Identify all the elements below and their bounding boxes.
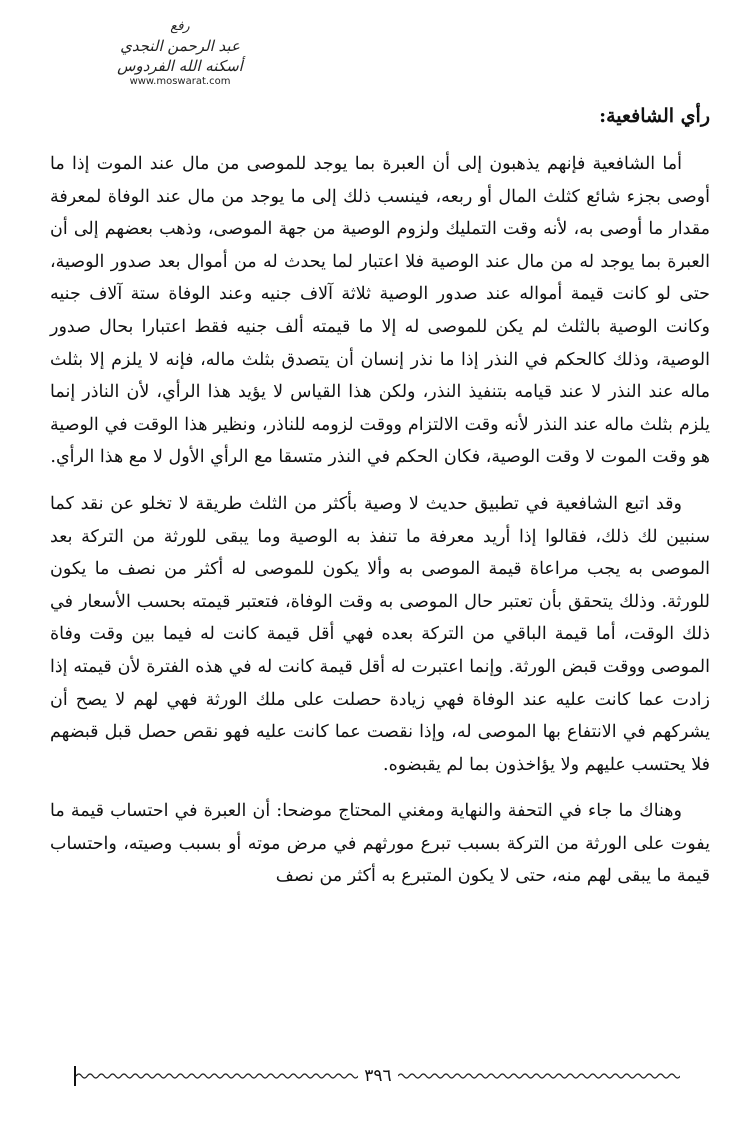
page-footer	[72, 1064, 680, 1088]
stamp-line-3: أسكنه الله الفردوس	[117, 57, 243, 75]
stamp-line-2: عبد الرحمن النجدي	[120, 37, 240, 55]
paragraph-1: أما الشافعية فإنهم يذهبون إلى أن العبرة بما يوجد للموصى من مال عند الموت إذا ما أوصى بجزء شائع كثلث المال أو ربعه، فينسب ذلك إلى ما يوجد من مال عند الوفاة لمعرفة مقدار ما أوصى به، لأنه وقت التمليك ولزوم الوصية من جهة الموصى، وذهب بعضهم إلى أن العبرة بما يوجد له من مال عند الوصية فلا اعتبار لما يحدث له من أموال بعد صدور الوصية، حتى لو كانت قيمة أمواله عند صدور الوصية ثلاثة آلاف جنيه وعند الوفاة ستة آلاف جنيه وكانت الوصية بالثلث لم يكن للموصى له إلا ما قيمته ألف جنيه فقط اعتبارا بحال صدور الوصية، وذلك كالحكم في النذر إذا ما نذر إنسان أن يتصدق بثلث ماله، فإنه لا يلزم إلا بثلث ماله عند النذر لا عند قيامه بتنفيذ النذر، ولكن هذا القياس لا يؤيد هذا الرأي، لأن الناذر إنما يلزم بثلث ماله عند النذر لأنه وقت الالتزام ووقت لزومه للناذر، ونظير هذا الوقت في الوصية هو وقت الموت لا وقت الوصية، فكان الحكم في النذر متسقا مع الرأي الأول لا مع هذا الرأي.	[50, 154, 710, 468]
publisher-stamp	[100, 18, 260, 98]
page-number: ٣٩٦	[364, 1066, 392, 1086]
page-body	[50, 148, 710, 893]
footer-wave-left	[76, 1071, 358, 1081]
footer-wave-right	[398, 1071, 680, 1081]
paragraph-3: وهناك ما جاء في التحفة والنهاية ومغني المحتاج موضحا: أن العبرة في احتساب قيمة ما يفوت على الورثة من التركة بسبب تبرع مورثهم في مرض موته أو بسبب وصيته، واحتساب قيمة ما يبقى لهم منه، حتى لا يكون المتبرع به أكثر من نصف	[50, 801, 710, 887]
stamp-url: www.moswarat.com	[129, 76, 231, 87]
stamp-line-1: رفع	[170, 19, 190, 34]
paragraph-2: وقد اتبع الشافعية في تطبيق حديث لا وصية بأكثر من الثلث طريقة لا تخلو عن نقد كما سنبين لك ذلك، فقالوا إذا أريد معرفة ما تنفذ به الوصية وما يبقى للورثة من التركة بعد الموصى به يجب مراعاة قيمة الموصى به وألا يكون للموصى له أكثر من نصف ما يكون للورثة. وذلك يتحقق بأن تعتبر حال الموصى به وقت الوفاة، فتعتبر قيمته بحسب الأسعار في ذلك الوقت، أما قيمة الباقي من التركة بعده فهي أقل قيمة كانت له فيما بين وقت وفاة الموصى ووقت قبض الورثة. وإنما اعتبرت له أقل قيمة كانت له في هذه الفترة لأن قيمته إذا زادت عما كانت عليه عند الوفاة فهي زيادة حصلت على ملك الورثة فهي لهم لا يصح أن يشركهم في الانتفاع بها الموصى له، وإذا نقصت عما كانت عليه فهو نقص حصل قبل قبضهم فلا يحتسب عليهم ولا يؤاخذون بما لم يقبضوه.	[50, 493, 710, 775]
section-heading: رأي الشافعية:	[599, 105, 710, 127]
